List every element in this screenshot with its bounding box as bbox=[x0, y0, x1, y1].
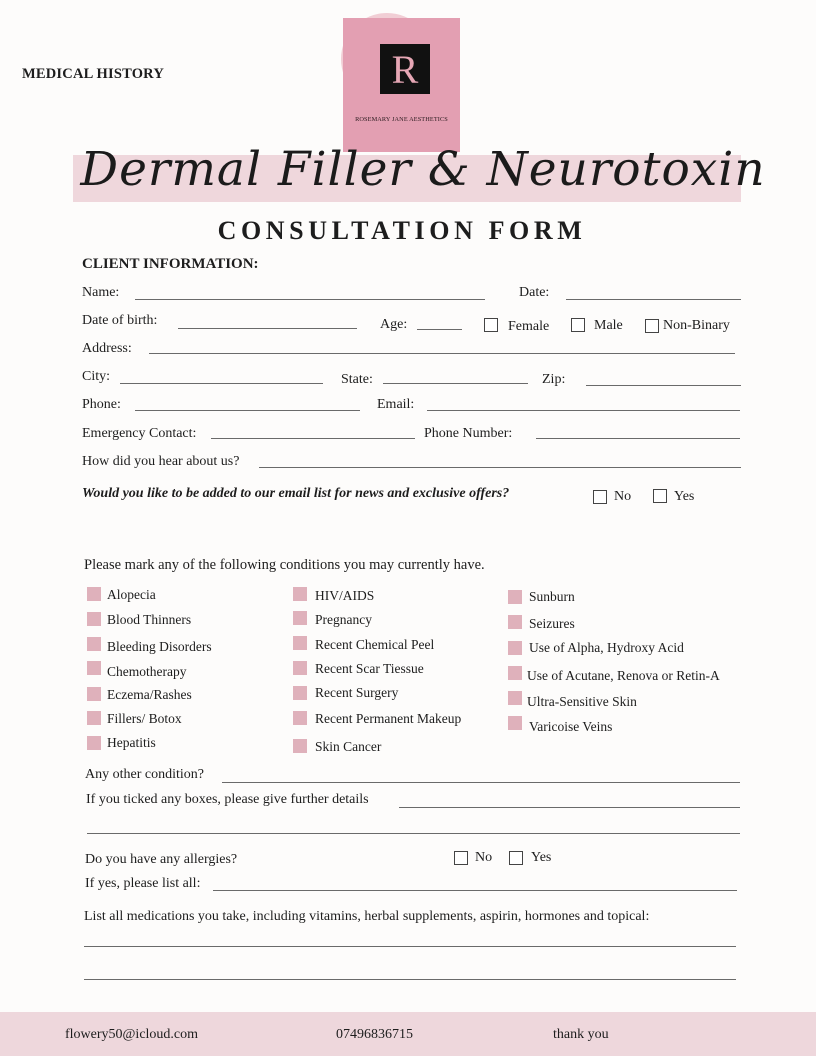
condition-checkbox[interactable] bbox=[293, 636, 307, 650]
mailing-yes-label: Yes bbox=[674, 489, 695, 504]
non-binary-label: Non-Binary bbox=[663, 318, 730, 333]
allergies-yes-label: Yes bbox=[531, 850, 552, 865]
conditions-heading: Please mark any of the following conditions you may currently have. bbox=[84, 557, 485, 573]
condition-label: Alopecia bbox=[107, 587, 156, 602]
female-checkbox[interactable] bbox=[484, 318, 498, 332]
mailing-yes-checkbox[interactable] bbox=[653, 489, 667, 503]
condition-label: Varicoise Veins bbox=[529, 719, 613, 734]
condition-checkbox[interactable] bbox=[87, 736, 101, 750]
condition-label: Recent Surgery bbox=[315, 685, 399, 700]
medications-field-line2[interactable] bbox=[84, 979, 736, 980]
further-details-field[interactable] bbox=[399, 807, 740, 808]
address-field[interactable] bbox=[149, 353, 735, 354]
name-field[interactable] bbox=[135, 299, 485, 300]
condition-label: Pregnancy bbox=[315, 612, 372, 627]
phone-field[interactable] bbox=[135, 410, 360, 411]
allergies-list-field[interactable] bbox=[213, 890, 737, 891]
other-condition-label: Any other condition? bbox=[85, 767, 204, 782]
state-field[interactable] bbox=[383, 383, 528, 384]
allergies-question: Do you have any allergies? bbox=[85, 852, 238, 867]
phone-number-field[interactable] bbox=[536, 438, 740, 439]
condition-checkbox[interactable] bbox=[508, 691, 522, 705]
condition-label: Ultra-Sensitive Skin bbox=[527, 694, 637, 709]
phone-label: Phone: bbox=[82, 397, 121, 412]
dob-label: Date of birth: bbox=[82, 313, 158, 328]
allergies-no-label: No bbox=[475, 850, 493, 865]
condition-checkbox[interactable] bbox=[293, 611, 307, 625]
condition-checkbox[interactable] bbox=[87, 711, 101, 725]
state-label: State: bbox=[341, 372, 373, 387]
email-field[interactable] bbox=[427, 410, 740, 411]
name-label: Name: bbox=[82, 285, 120, 300]
allergies-no-checkbox[interactable] bbox=[454, 851, 468, 865]
condition-checkbox[interactable] bbox=[87, 687, 101, 701]
condition-label: Hepatitis bbox=[107, 735, 156, 750]
condition-label: Eczema/Rashes bbox=[107, 687, 192, 702]
condition-checkbox[interactable] bbox=[293, 587, 307, 601]
other-condition-field[interactable] bbox=[222, 782, 740, 783]
condition-checkbox[interactable] bbox=[87, 661, 101, 675]
non-binary-checkbox[interactable] bbox=[645, 319, 659, 333]
logo-brand-name: ROSEMARY JANE AESTHETICS bbox=[355, 116, 448, 123]
condition-label: Fillers/ Botox bbox=[107, 711, 182, 726]
condition-label: Bleeding Disorders bbox=[107, 639, 212, 654]
email-label: Email: bbox=[377, 397, 415, 412]
condition-label: Seizures bbox=[529, 616, 575, 631]
age-label: Age: bbox=[380, 317, 408, 332]
emergency-contact-field[interactable] bbox=[211, 438, 415, 439]
condition-label: Use of Alpha, Hydroxy Acid bbox=[529, 640, 684, 655]
condition-checkbox[interactable] bbox=[508, 716, 522, 730]
phone-number-label: Phone Number: bbox=[424, 426, 513, 441]
zip-field[interactable] bbox=[586, 385, 741, 386]
emergency-contact-label: Emergency Contact: bbox=[82, 426, 197, 441]
condition-checkbox[interactable] bbox=[508, 590, 522, 604]
male-checkbox[interactable] bbox=[571, 318, 585, 332]
further-details-label: If you ticked any boxes, please give further details bbox=[86, 792, 369, 807]
condition-checkbox[interactable] bbox=[87, 612, 101, 626]
condition-label: Chemotherapy bbox=[107, 664, 187, 679]
condition-label: Recent Scar Tiessue bbox=[315, 661, 424, 676]
client-info-heading: CLIENT INFORMATION: bbox=[82, 256, 259, 272]
condition-label: Recent Chemical Peel bbox=[315, 637, 435, 652]
date-field[interactable] bbox=[566, 299, 741, 300]
allergies-yes-checkbox[interactable] bbox=[509, 851, 523, 865]
footer-phone: 07496836715 bbox=[336, 1027, 413, 1042]
condition-label: Sunburn bbox=[529, 589, 575, 604]
condition-checkbox[interactable] bbox=[293, 739, 307, 753]
address-label: Address: bbox=[82, 341, 132, 356]
footer-thanks: thank you bbox=[553, 1027, 609, 1042]
male-label: Male bbox=[594, 318, 623, 333]
age-field[interactable] bbox=[417, 329, 462, 330]
further-details-field-line2[interactable] bbox=[87, 833, 740, 834]
logo-monogram: R bbox=[391, 47, 419, 92]
section-label: MEDICAL HISTORY bbox=[22, 66, 165, 82]
mailing-no-checkbox[interactable] bbox=[593, 490, 607, 504]
condition-checkbox[interactable] bbox=[293, 661, 307, 675]
condition-label: Blood Thinners bbox=[107, 612, 192, 627]
medications-question: List all medications you take, including vitamins, herbal supplements, aspirin, hormones and topical: bbox=[84, 909, 650, 924]
condition-label: HIV/AIDS bbox=[315, 588, 375, 603]
condition-checkbox[interactable] bbox=[508, 666, 522, 680]
condition-checkbox[interactable] bbox=[293, 711, 307, 725]
mailing-list-question: Would you like to be added to our email list for news and exclusive offers? bbox=[82, 486, 510, 501]
referral-label: How did you hear about us? bbox=[82, 454, 240, 469]
female-label: Female bbox=[508, 319, 550, 334]
footer-email: flowery50@icloud.com bbox=[65, 1027, 199, 1042]
medications-field-line1[interactable] bbox=[84, 946, 736, 947]
referral-field[interactable] bbox=[259, 467, 741, 468]
city-label: City: bbox=[82, 369, 111, 384]
script-title: Dermal Filler & Neurotoxin bbox=[80, 142, 766, 197]
form-title: CONSULTATION FORM bbox=[217, 216, 587, 245]
city-field[interactable] bbox=[120, 383, 323, 384]
zip-label: Zip: bbox=[542, 372, 566, 387]
condition-checkbox[interactable] bbox=[87, 637, 101, 651]
mailing-no-label: No bbox=[614, 489, 632, 504]
condition-label: Use of Acutane, Renova or Retin-A bbox=[527, 668, 720, 683]
dob-field[interactable] bbox=[178, 328, 357, 329]
condition-checkbox[interactable] bbox=[508, 641, 522, 655]
condition-label: Skin Cancer bbox=[315, 739, 382, 754]
condition-checkbox[interactable] bbox=[87, 587, 101, 601]
date-label: Date: bbox=[519, 285, 550, 300]
condition-checkbox[interactable] bbox=[508, 615, 522, 629]
allergies-list-label: If yes, please list all: bbox=[85, 876, 201, 891]
condition-label: Recent Permanent Makeup bbox=[315, 711, 462, 726]
condition-checkbox[interactable] bbox=[293, 686, 307, 700]
